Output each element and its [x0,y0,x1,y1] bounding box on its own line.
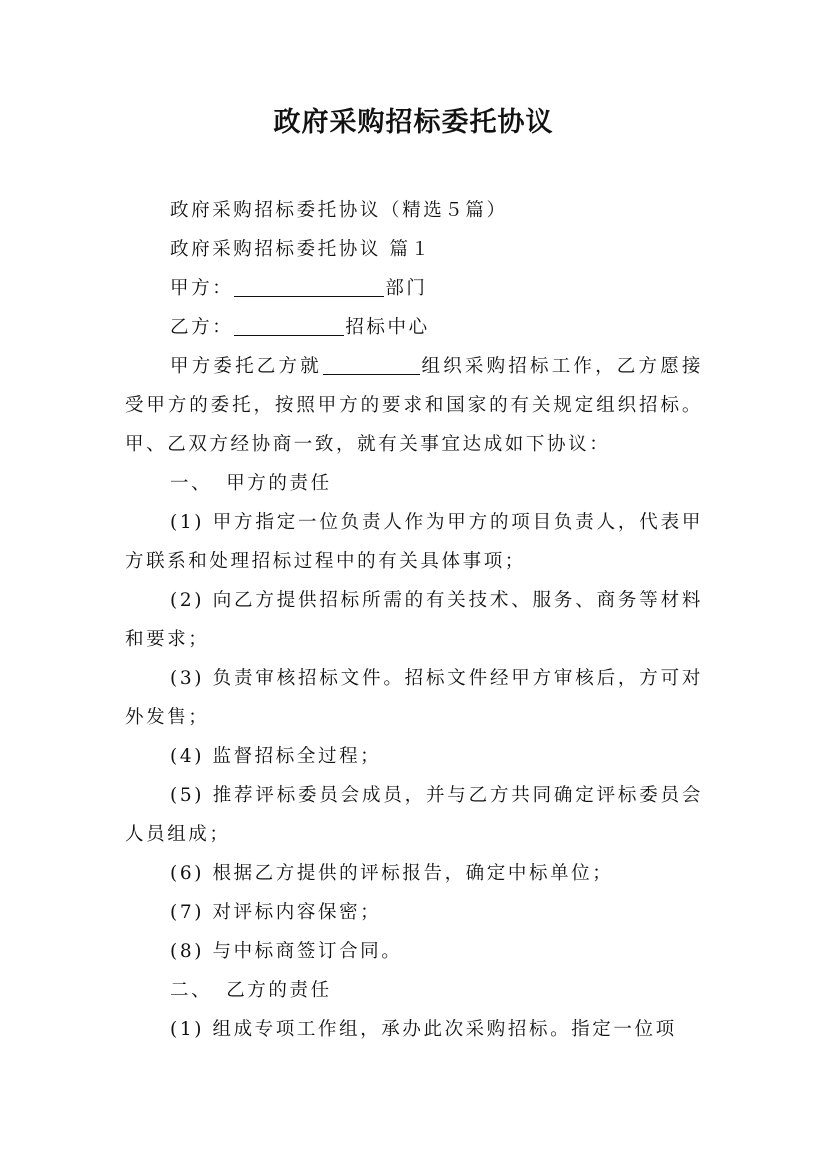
section-1-item: (5) 推荐评标委员会成员，并与乙方共同确定评标委员会人员组成； [125,785,703,845]
section-1-item: (3) 负责审核招标文件。招标文件经甲方审核后，方可对外发售； [125,668,703,728]
party-a-blank [234,276,384,297]
section-1-number: 一、 [170,473,213,494]
section-2-heading [125,971,703,1010]
intro-paragraph [125,347,703,464]
subtitle-paragraph: 政府采购招标委托协议（精选５篇） [170,200,508,221]
section-1-item: (7) 对评标内容保密； [170,902,382,923]
section-1-item: (4) 监督招标全过程； [170,746,382,767]
party-b-blank [234,315,344,336]
section-1-heading [125,464,703,503]
party-b-line [125,308,703,347]
section-1-title: 甲方的责任 [226,473,332,494]
section-2-number: 二、 [170,980,213,1001]
section-2-title: 乙方的责任 [226,980,332,1001]
party-a-suffix: 部门 [385,278,428,299]
document-body [125,191,703,1049]
chapter-heading: 政府采购招标委托协议 篇１ [170,239,432,260]
document-title: 政府采购招标委托协议 [273,107,554,138]
party-a-label: 甲方： [170,278,234,299]
intro-blank [323,354,420,375]
intro-before: 甲方委托乙方就 [170,356,322,377]
section-1-item: (1) 甲方指定一位负责人作为甲方的项目负责人，代表甲方联系和处理招标过程中的有关具体事项； [125,512,703,572]
intro-after: 组织采购招标工作，乙方愿接受甲方的委托，按照甲方的要求和国家的有关规定组织招标。甲、乙双方经协商一致，就有关事宜达成如下协议： [125,356,703,455]
section-1-item: (8) 与中标商签订合同。 [170,941,403,962]
section-1-item: (6) 根据乙方提供的评标报告，确定中标单位； [170,863,614,884]
party-a-line [125,269,703,308]
section-1-item: (2) 向乙方提供招标所需的有关技术、服务、商务等材料和要求； [125,590,703,650]
section-2-item: (1) 组成专项工作组，承办此次采购招标。指定一位项 [170,1019,677,1040]
party-b-label: 乙方： [170,317,234,338]
party-b-suffix: 招标中心 [345,317,430,338]
